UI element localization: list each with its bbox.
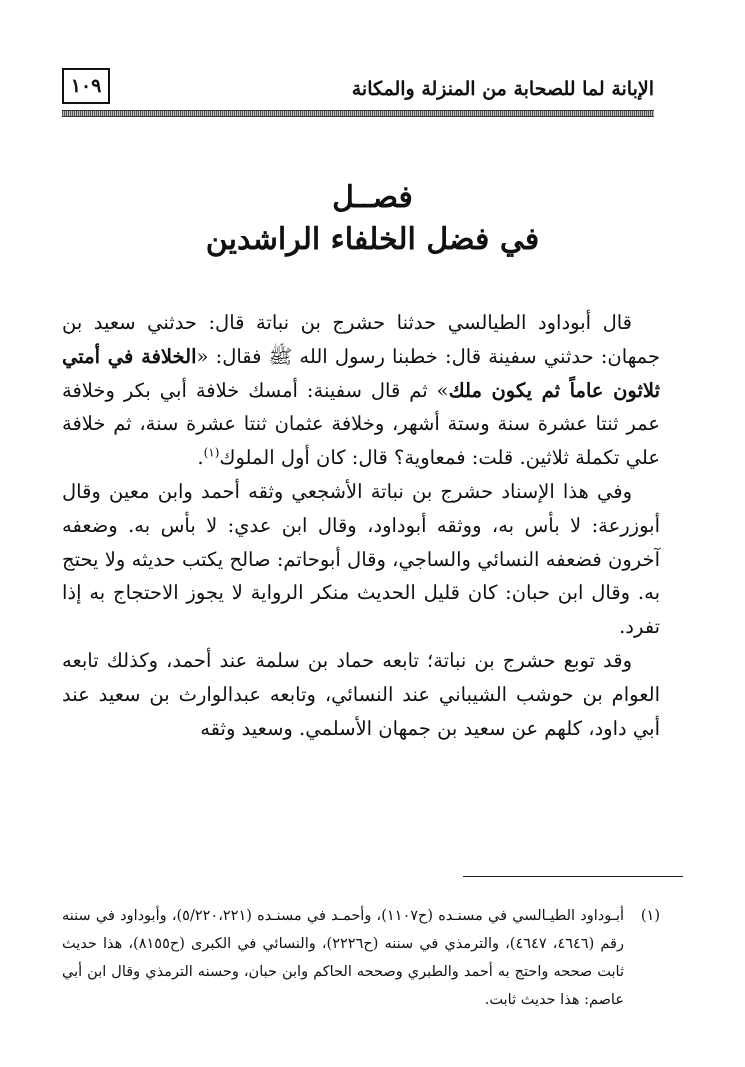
footnotes	[62, 902, 660, 1014]
footnote-item	[62, 902, 660, 1014]
footnote-text: أبـوداود الطيـالسي في مسنـده (ح١١٠٧)، وأحمـد في مسنـده (٥/٢٢٠،٢٢١)، وأبوداود في سننه رقم (٤٦٤٦، ٤٦٤٧)، والترمذي في سننه (ح٢٢٢٦)، والنسائي في الكبرى (ح٨١٥٥)، هذا حديث ثابت صححه واحتج به أحمد والطبري وصححه الحاكم وابن حبان، وحسنه الترمذي وقال ابن أبي عاصم: هذا حديث ثابت.	[62, 908, 625, 1008]
section-label: فصــل	[332, 180, 413, 215]
footnote-marker: (١)	[640, 908, 660, 924]
paragraph-3: وقد توبع حشرج بن نباتة؛ تابعه حماد بن سلمة عند أحمد، وكذلك تابعه العوام بن حوشب الشيباني عند النسائي، وتابعه عبدالوارث بن سعيد عند أبي داود، كلهم عن سعيد بن جمهان الأسلمي. وسعيد وثقه	[62, 648, 660, 740]
paragraph-1	[62, 306, 660, 475]
p1-end: .	[197, 446, 204, 470]
section-title: في فضل الخلفاء الراشدين	[205, 222, 540, 257]
page-number: ١٠٩	[62, 68, 110, 104]
page-header	[62, 62, 654, 120]
p1-intro: قال أبوداود الطيالسي حدثنا حشرج بن نباتة قال: حدثني سعيد بن جمهان: حدثني سفينة قال: خطبنا رسول الله ﷺ فقال: «	[62, 311, 661, 368]
footnote-separator	[463, 876, 683, 877]
p1-rest: » ثم قال سفينة: أمسك خلافة أبي بكر وخلافة عمر ثنتا عشرة سنة وستة أشهر، وخلافة عثمان ثنتا عشرة سنة، ثم خلافة علي تكملة ثلاثين. قلت: فمعاوية؟ قال: كان أول الملوك	[62, 378, 660, 470]
paragraph-2: وفي هذا الإسناد حشرج بن نباتة الأشجعي وثقه أحمد وابن معين وقال أبوزرعة: لا بأس به، ووثقه أبوداود، وقال ابن عدي: لا بأس به. وضعفه آخرون فضعفه النسائي والساجي، وقال أبوحاتم: صالح يكتب حديثه ولا يحتج به. وقال ابن حبان: كان قليل الحديث منكر الرواية لا يجوز الاحتجاج به إذا تفرد.	[62, 479, 660, 639]
body-text	[62, 306, 660, 745]
footnote-reference[interactable]: (١)	[203, 445, 220, 460]
header-rule	[62, 110, 654, 117]
hadith-quote: الخلافة في أمتي ثلاثون عاماً ثم يكون ملك	[62, 344, 660, 402]
running-title: الإبانة لما للصحابة من المنزلة والمكانة	[351, 78, 654, 100]
